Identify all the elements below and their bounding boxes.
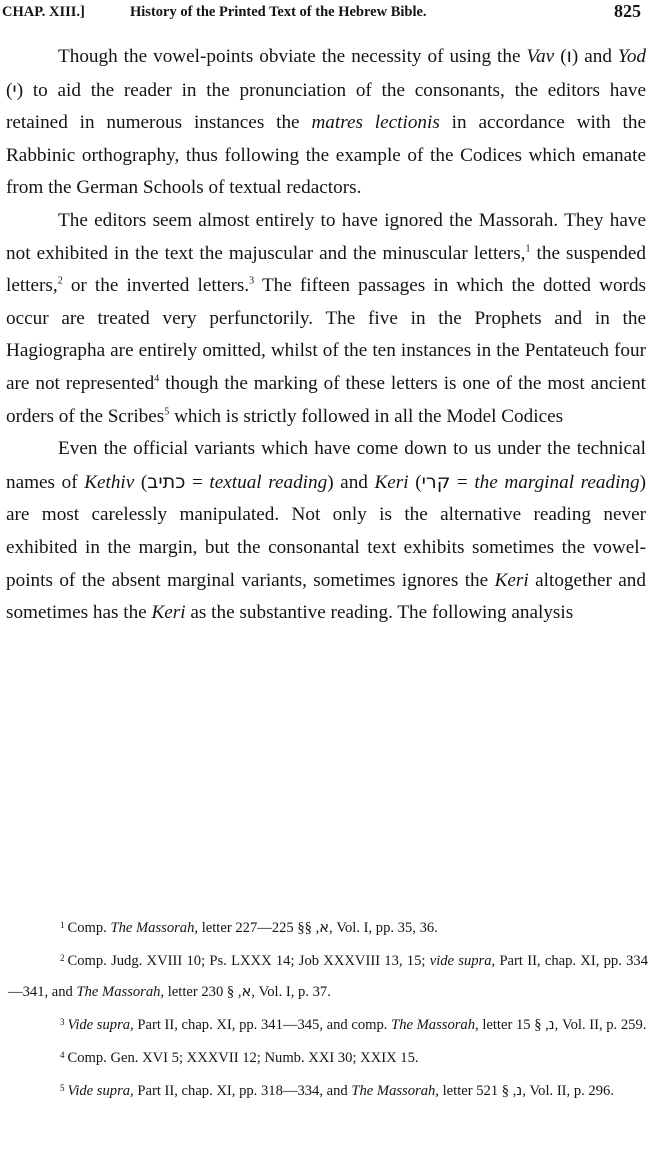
hebrew-text: ו — [566, 44, 572, 67]
hebrew-text: נ — [516, 1082, 523, 1100]
italic-text: The Massorah, — [76, 983, 165, 1000]
italic-text: Kethiv — [84, 471, 135, 493]
footnote-ref: 2 — [57, 275, 63, 287]
footnotes — [8, 910, 648, 1107]
text-run: in accordance with the Rabbinic orthography, thus following the example of the Codices which emanate from the German Schools of textual redactors. — [6, 112, 646, 199]
footnote-number: 1 — [60, 920, 65, 930]
footnote-number: 2 — [60, 953, 65, 964]
text-run: ) and — [571, 46, 618, 67]
text-run: or the inverted letters. — [62, 275, 250, 297]
italic-text: Yod — [617, 46, 647, 67]
text-run: letter — [164, 983, 202, 1000]
hebrew-text: כתיב — [147, 469, 186, 493]
text-run: , § 15, Vol. II, p. 259. — [515, 1016, 647, 1033]
italic-text: The Massorah, — [391, 1016, 479, 1033]
running-head — [0, 0, 651, 30]
footnote-ref: 1 — [525, 243, 531, 255]
italic-text: Keri — [494, 569, 529, 591]
italic-text: Vide supra, — [67, 1083, 134, 1100]
text-run: Even the official variants which have come down to us under the technical names of — [6, 438, 646, 493]
hebrew-text: י — [12, 77, 17, 101]
italic-text: Keri — [151, 602, 186, 624]
footnote-number: 5 — [60, 1083, 65, 1094]
text-run: which is strictly followed in all the Model Codices — [169, 405, 564, 427]
italic-text: textual reading — [209, 471, 328, 493]
footnote-ref: 4 — [154, 373, 160, 385]
italic-text: matres lectionis — [311, 112, 440, 134]
italic-text: Vide supra, — [67, 1016, 134, 1033]
text-run: = — [185, 471, 210, 493]
footnote-ref: 3 — [249, 275, 255, 287]
italic-text: Keri — [374, 471, 409, 493]
hebrew-text: א — [241, 982, 252, 1000]
footnote — [8, 1040, 648, 1073]
text-run: ) and — [327, 471, 375, 493]
chapter-label: CHAP. XIII.] — [2, 4, 85, 20]
text-run: though the marking of these letters is one of the most ancient orders of the Scribes — [6, 372, 646, 427]
italic-text: Vav — [526, 46, 555, 67]
text-run: Part II, chap. XI, pp. 334—341, and — [8, 953, 648, 1000]
text-run: altogether and sometimes has the — [6, 569, 646, 624]
text-run: Though the vowel-points obviate the necessity of using the — [58, 46, 527, 67]
running-title: History of the Printed Text of the Hebrew Bible. — [130, 4, 427, 20]
text-run: Part II, chap. XI, pp. 318—334, and — [133, 1083, 352, 1100]
text-run: ) to aid the reader in the pronunciation of the consonants, the editors have retained in numerous instances the — [6, 79, 646, 134]
footnote-ref: 5 — [164, 406, 170, 418]
text-run: The editors seem almost entirely to have ignored the Massorah. They have not exhibited in the text the majuscular and the minuscular letters, — [6, 209, 646, 264]
text-run: = — [450, 471, 475, 493]
text-run: , §§ 225—227, Vol. I, pp. 35, 36. — [235, 920, 438, 936]
footnote — [8, 943, 648, 1007]
text-run: ( — [554, 46, 567, 67]
text-run: Comp. Gen. XVI 5; XXXVII 12; Numb. XXI 30; XXIX 15. — [67, 1050, 419, 1067]
footnote — [8, 1007, 648, 1040]
text-run: , § 230, Vol. I, p. 37. — [201, 983, 331, 1000]
italic-text: The Massorah, — [351, 1083, 439, 1100]
paragraph — [6, 40, 646, 205]
italic-text: The Massorah, — [110, 920, 199, 936]
italic-text: the marginal reading — [474, 471, 640, 493]
hebrew-text: א — [319, 919, 330, 936]
text-run: The fifteen passages in which the dotted words occur are treated very perfunctorily. The five in the Prophets and in the Hagiographa are entirely omitted, whilst of the ten instances in the Pentateuch four are not represented — [6, 275, 646, 394]
text-run: Comp. — [67, 920, 111, 936]
italic-text: vide supra, — [429, 953, 496, 970]
text-run: ) are most carelessly manipulated. Not only is the alternative reading never exhibited in the margin, but the consonantal text exhibits sometimes the vowel-points of the absent marginal variants, sometimes ignores the — [6, 471, 646, 591]
text-run: letter — [478, 1016, 516, 1033]
text-run: letter — [438, 1083, 477, 1100]
text-run: the suspended letters, — [6, 242, 646, 297]
text-run: Comp. Judg. XVIII 10; Ps. LXXX 14; Job XXXVIII 13, 15; — [67, 953, 430, 970]
footnote-number: 3 — [60, 1016, 65, 1027]
hebrew-text: נ — [548, 1015, 555, 1033]
text-run: Part II, chap. XI, pp. 341—345, and comp. — [133, 1016, 392, 1033]
text-run: ( — [6, 79, 13, 101]
paragraph — [6, 205, 646, 433]
text-run: ( — [134, 471, 148, 493]
paragraph — [6, 433, 646, 630]
footnote-number: 4 — [60, 1050, 65, 1061]
hebrew-text: קרי — [421, 469, 451, 493]
page-number: 825 — [614, 1, 641, 21]
text-run: ( — [408, 471, 422, 493]
footnote — [8, 1073, 648, 1106]
text-run: as the substantive reading. The following analysis — [185, 602, 574, 624]
body-text — [6, 40, 646, 630]
footnote — [8, 910, 648, 943]
text-run: , § 521, Vol. II, p. 296. — [476, 1083, 614, 1100]
text-run: letter — [198, 920, 236, 936]
